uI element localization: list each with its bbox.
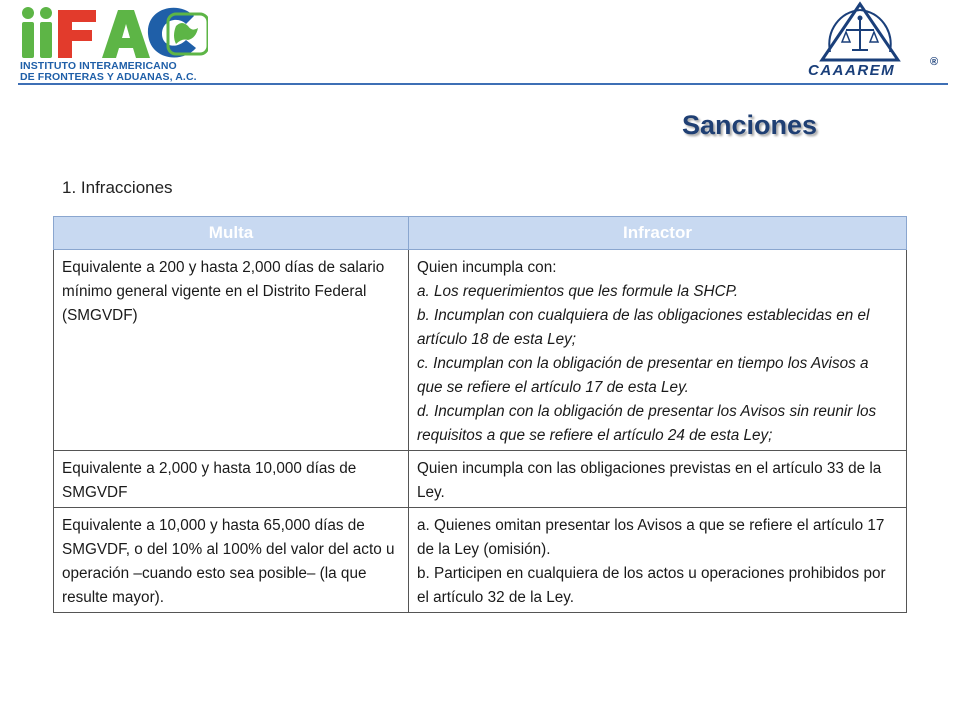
table-row [54, 451, 907, 508]
iifa-subtitle-line2: DE FRONTERAS Y ADUANAS, A.C. [20, 71, 197, 83]
multa-cell: Equivalente a 10,000 y hasta 65,000 días de SMGVDF, o del 10% al 100% del valor del acto u operación –cuando esto sea posible– (la que resulte mayor). [54, 508, 409, 613]
table-row [54, 250, 907, 451]
infractor-cell [409, 250, 907, 451]
iifa-subtitle-line1: INSTITUTO INTERAMERICANO [20, 60, 177, 72]
caaarem-emblem-icon [800, 0, 950, 66]
iifa-wordmark-graphic [18, 4, 208, 62]
infractor-item: c. Incumplan con la obligación de presentar en tiempo los Avisos a que se refiere el artículo 17 de esta Ley. [417, 355, 869, 396]
column-header-multa: Multa [54, 217, 409, 250]
infractor-item: b. Participen en cualquiera de los actos u operaciones prohibidos por el artículo 32 de la Ley. [417, 565, 886, 606]
column-header-infractor: Infractor [409, 217, 907, 250]
infractor-item: b. Incumplan con cualquiera de las obligaciones establecidas en el artículo 18 de esta Ley; [417, 307, 870, 348]
infractor-item: a. Quienes omitan presentar los Avisos a que se refiere el artículo 17 de la Ley (omisión). [417, 517, 885, 558]
infractor-intro: Quien incumpla con: [417, 259, 557, 276]
section-heading: 1. Infracciones [62, 178, 173, 197]
infractor-cell: Quien incumpla con las obligaciones previstas en el artículo 33 de la Ley. [409, 451, 907, 508]
multa-cell: Equivalente a 2,000 y hasta 10,000 días de SMGVDF [54, 451, 409, 508]
table-row [54, 508, 907, 613]
sanctions-table [53, 216, 907, 613]
table-header-row [54, 217, 907, 250]
iifa-logo [18, 4, 218, 88]
infractor-item: d. Incumplan con la obligación de presentar los Avisos sin reunir los requisitos a que se refiere el artículo 24 de esta Ley; [417, 403, 877, 444]
infractor-cell [409, 508, 907, 613]
caaarem-wordmark: CAAAREM [808, 62, 896, 79]
multa-cell: Equivalente a 200 y hasta 2,000 días de salario mínimo general vigente en el Distrito Federal (SMGVDF) [54, 250, 409, 451]
infractor-item: a. Los requerimientos que les formule la SHCP. [417, 283, 739, 300]
registered-mark: ® [930, 56, 939, 68]
caaarem-logo [800, 0, 950, 84]
page-title: Sanciones [682, 110, 818, 140]
